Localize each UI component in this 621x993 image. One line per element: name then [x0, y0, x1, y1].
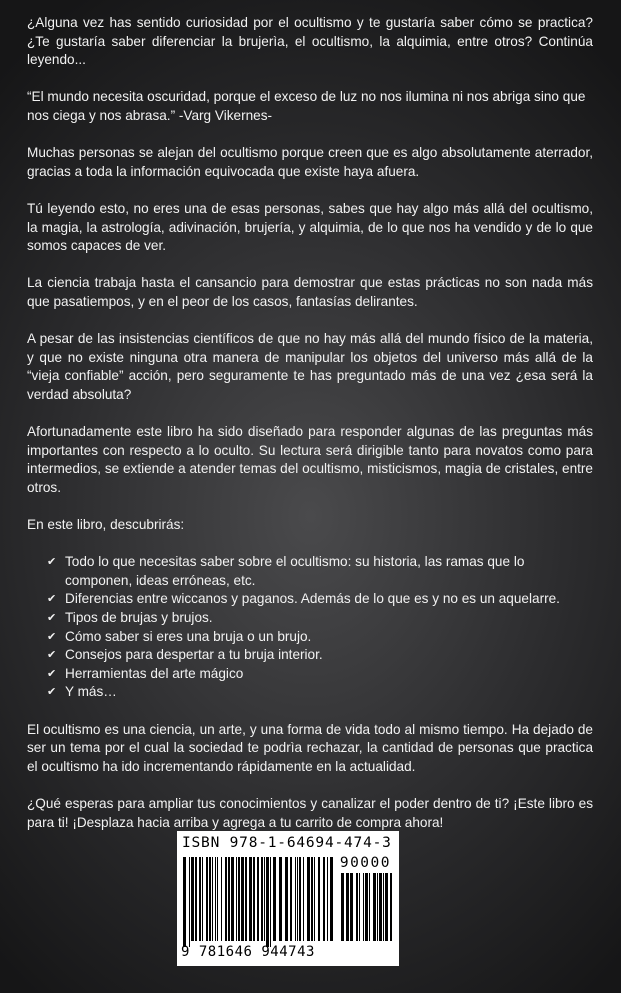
body-paragraph: La ciencia trabaja hasta el cansancio para demostrar que estas prácticas no son nada más que pasatiempos, y en el peor de los casos, fantasías delirantes.	[27, 275, 593, 309]
barcode-bar	[369, 873, 370, 941]
barcode-bar	[221, 857, 222, 941]
barcode-bar	[350, 873, 353, 941]
barcode-bar	[303, 857, 304, 941]
barcode-bar	[189, 857, 190, 947]
checkmark-icon: ✔	[47, 667, 57, 680]
barcode-bar	[191, 857, 194, 941]
barcode-bar	[261, 857, 263, 941]
barcode-bar	[390, 873, 392, 941]
isbn-label: ISBN 978-1-64694-474-3	[182, 835, 392, 851]
list-item-text: Cómo saber si eres una bruja o un brujo.	[65, 628, 312, 644]
body-paragraph: Afortunadamente este libro ha sido diseñado para responder algunas de las preguntas más importantes con respecto a lo oculto. Su lectura será dirigible tanto para novatos como para intermedios, se extiende a atender temas del ocultismo, misticismos, magia de cristales, entre otros.	[27, 424, 593, 495]
barcode-bar	[363, 873, 364, 941]
barcode-bar	[228, 857, 230, 941]
list-item	[27, 665, 593, 684]
barcode-bar	[249, 857, 252, 941]
isbn-barcode	[177, 831, 399, 966]
list-item	[27, 553, 593, 590]
barcode-bar	[379, 873, 382, 941]
body-paragraph: El ocultismo es una ciencia, un arte, y una forma de vida todo al mismo tiempo. Ha dejado de ser un tema por el cual la sociedad te podrìa rechazar, la cantidad de personas que practica el ocultismo ha ido incrementando rápidamente en la actualidad.	[27, 721, 593, 774]
barcode-bar	[199, 857, 201, 941]
barcode-bar	[299, 857, 301, 941]
barcode-bar	[209, 857, 211, 941]
list-item	[27, 646, 593, 665]
barcode-bar	[253, 857, 255, 941]
checkmark-icon: ✔	[47, 686, 57, 699]
barcode-bar	[279, 857, 282, 941]
intro-paragraph: ¿Alguna vez has sentido curiosidad por el ocultismo y te gustaría saber cómo se practica? ¿Te gustaría saber diferenciar la brujerìa, el ocultismo, la alquimia, entre otros? Continúa leyendo...	[27, 15, 593, 68]
back-cover-text	[27, 14, 593, 851]
list-item	[27, 609, 593, 628]
barcode-bar	[359, 873, 360, 941]
barcode-bar	[241, 857, 244, 941]
ean-digits: 9 781646 944743	[181, 944, 315, 960]
barcode-bar	[323, 857, 325, 941]
checkmark-icon: ✔	[47, 630, 57, 643]
barcode-bar	[236, 857, 237, 941]
addon-barcode-bars	[341, 873, 393, 947]
barcode-bar	[377, 873, 378, 941]
barcode-bar	[385, 873, 388, 941]
list-item-text: Todo lo que necesitas saber sobre el ocultismo: su historia, las ramas que lo componen, ideas erróneas, etc.	[65, 554, 525, 588]
barcode-bar	[273, 857, 276, 941]
body-paragraph: A pesar de las insistencias científicos de que no hay más allá del mundo físico de la materia, y que no existe ninguna otra manera de manipular los objetos del universo más allá de la “vieja confiable” acción, pero seguramente te has preguntado más de una vez ¿esa será la verdad absoluta?	[27, 331, 593, 402]
barcode-bar	[231, 857, 234, 941]
barcode-bar	[356, 873, 358, 941]
barcode-bar	[373, 873, 376, 941]
list-item	[27, 590, 593, 609]
barcode-bar	[318, 857, 320, 941]
list-item	[27, 628, 593, 647]
list-item-text: Diferencias entre wiccanos y paganos. Además de lo que es y no es un aquelarre.	[65, 591, 560, 607]
list-item-text: Consejos para despertar a tu bruja interior.	[65, 647, 323, 663]
list-item-text: Tipos de brujas y brujos.	[65, 610, 213, 625]
barcode-bar	[202, 857, 203, 941]
barcode-bar	[295, 857, 296, 941]
barcode-bar	[341, 873, 344, 941]
list-intro: En este libro, descubrirás:	[27, 517, 185, 533]
barcode-bar	[307, 857, 310, 941]
barcode-bar	[270, 857, 271, 947]
barcode-bar	[257, 857, 259, 941]
ean-barcode-bars	[183, 857, 335, 947]
checkmark-icon: ✔	[47, 556, 57, 569]
barcode-bar	[314, 857, 315, 941]
barcode-bar	[217, 857, 218, 941]
quote-paragraph: “El mundo necesita oscuridad, porque el exceso de luz no nos ilumina ni nos abriga sino que nos ciega y nos abrasa.” -Varg Vikernes-	[27, 89, 586, 123]
feature-list	[27, 553, 593, 702]
barcode-bar	[245, 857, 247, 941]
barcode-bar	[285, 857, 288, 941]
price-code: 90000	[339, 855, 391, 871]
barcode-bar	[195, 857, 197, 941]
body-paragraph: Tú leyendo esto, no eres una de esas personas, sabes que hay algo más allá del ocultismo, la magia, la astrología, adivinación, brujería, y alquimia, de lo que nos ha vendido y de lo que somos capaces de ver.	[27, 200, 593, 254]
barcode-bar	[212, 857, 213, 941]
checkmark-icon: ✔	[47, 593, 57, 606]
list-item	[27, 683, 593, 702]
barcode-bar	[238, 857, 240, 941]
barcode-bar	[327, 857, 328, 941]
barcode-bar	[215, 857, 216, 941]
call-to-action: ¿Qué esperas para ampliar tus conocimientos y canalizar el poder dentro de ti? ¡Este libro es para ti! ¡Desplaza hacia arriba y agrega a tu carrito de compra ahora!	[27, 795, 593, 830]
barcode-bar	[330, 857, 333, 941]
barcode-bar	[206, 857, 208, 941]
barcode-bar	[183, 857, 186, 947]
barcode-bar	[383, 873, 384, 941]
barcode-bar	[225, 857, 227, 941]
barcode-bar	[264, 857, 265, 941]
barcode-bar	[365, 873, 368, 941]
checkmark-icon: ✔	[47, 612, 57, 624]
list-item-text: Herramientas del arte mágico	[65, 665, 244, 681]
barcode-bar	[290, 857, 292, 941]
barcode-bar	[311, 857, 313, 941]
body-paragraph: Muchas personas se alejan del ocultismo porque creen que es algo absolutamente aterrador, gracias a toda la información equivocada que existe haya afuera.	[27, 145, 593, 179]
checkmark-icon: ✔	[47, 649, 57, 662]
list-item-text: Y más…	[65, 684, 117, 700]
barcode-bar	[297, 857, 298, 941]
barcode-bar	[346, 873, 349, 941]
barcode-bar	[266, 857, 269, 947]
